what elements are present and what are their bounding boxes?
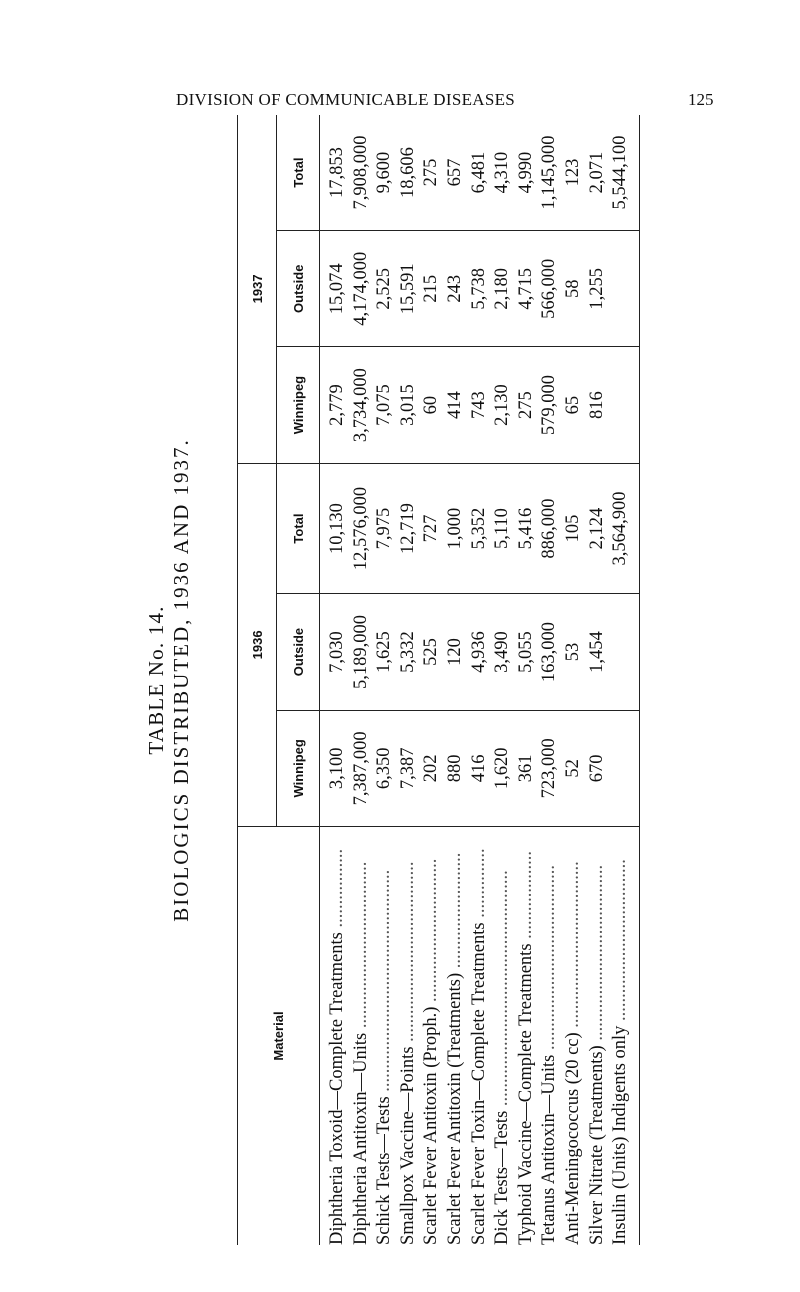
col-header-total-1936: Total xyxy=(277,463,320,594)
leader-dots: ................................................ xyxy=(374,869,395,1097)
material-cell xyxy=(538,827,562,1246)
value-cell-winnipeg-1937: 816 xyxy=(586,347,610,463)
leader-dots: ......................... xyxy=(444,852,465,973)
value-cell-outside-1936: 1,625 xyxy=(373,594,397,710)
value-cell-winnipeg-1936: 52 xyxy=(562,710,586,826)
material-cell xyxy=(350,827,374,1246)
material-cell xyxy=(444,827,468,1246)
value-cell-outside-1937: 566,000 xyxy=(538,231,562,347)
value-cell-winnipeg-1936: 361 xyxy=(515,710,539,826)
value-cell-total-1936: 105 xyxy=(562,463,586,594)
value-cell-total-1936: 2,124 xyxy=(586,463,610,594)
value-cell-winnipeg-1937: 275 xyxy=(515,347,539,463)
value-cell-outside-1936: 4,936 xyxy=(468,594,492,710)
material-label: Schick Tests—Tests xyxy=(374,1096,395,1245)
value-cell-winnipeg-1936: 6,350 xyxy=(373,710,397,826)
value-cell-total-1937: 9,600 xyxy=(373,115,397,231)
value-cell-outside-1937: 243 xyxy=(444,231,468,347)
year-header-row xyxy=(238,115,277,1245)
value-cell-outside-1936: 163,000 xyxy=(538,594,562,710)
material-label: Scarlet Fever Antitoxin (Treatments) xyxy=(444,972,465,1245)
material-cell xyxy=(491,827,515,1246)
value-cell-outside-1936: 3,490 xyxy=(491,594,515,710)
value-cell-total-1937: 4,310 xyxy=(491,115,515,231)
value-cell-outside-1936: 1,454 xyxy=(586,594,610,710)
value-cell-outside-1936: 5,189,000 xyxy=(350,594,374,710)
rule-cell xyxy=(633,347,640,463)
value-cell-outside-1936: 7,030 xyxy=(320,594,350,710)
table-row xyxy=(468,115,492,1245)
material-label: Anti-Meningococcus (20 cc) xyxy=(562,1032,583,1245)
col-header-winnipeg-1937: Winnipeg xyxy=(277,347,320,463)
table-row xyxy=(320,115,350,1245)
value-cell-outside-1937: 4,174,000 xyxy=(350,231,374,347)
material-header: Material xyxy=(238,827,320,1246)
material-label: Scarlet Fever Antitoxin (Proph.) xyxy=(421,1006,442,1245)
table-row xyxy=(491,115,515,1245)
leader-dots: ............... xyxy=(468,848,489,923)
value-cell-outside-1936: 5,055 xyxy=(515,594,539,710)
rule-cell xyxy=(633,710,640,826)
value-cell-total-1937: 4,990 xyxy=(515,115,539,231)
table-row xyxy=(397,115,421,1245)
table-title: BIOLOGICS DISTRIBUTED, 1936 AND 1937. xyxy=(169,438,193,922)
value-cell-winnipeg-1936: 202 xyxy=(420,710,444,826)
running-title: DIVISION OF COMMUNICABLE DISEASES xyxy=(176,90,516,109)
year-1937-header: 1937 xyxy=(238,115,277,463)
value-cell-outside-1937: 2,525 xyxy=(373,231,397,347)
material-label: Smallpox Vaccine—Points xyxy=(397,1046,418,1245)
value-cell-outside-1937: 4,715 xyxy=(515,231,539,347)
value-cell-total-1936: 727 xyxy=(420,463,444,594)
value-cell-winnipeg-1937: 3,015 xyxy=(397,347,421,463)
table-bottom-rule xyxy=(633,115,640,1245)
page-number: 125 xyxy=(688,90,714,109)
material-cell xyxy=(515,827,539,1246)
value-cell-total-1937: 6,481 xyxy=(468,115,492,231)
table-row xyxy=(538,115,562,1245)
value-cell-total-1937: 18,606 xyxy=(397,115,421,231)
value-cell-outside-1936: 5,332 xyxy=(397,594,421,710)
leader-dots: ................................... xyxy=(610,859,631,1026)
value-cell-total-1936: 1,000 xyxy=(444,463,468,594)
material-label: Silver Nitrate (Treatments) xyxy=(586,1045,607,1245)
value-cell-outside-1937: 15,074 xyxy=(320,231,350,347)
material-label: Tetanus Antitoxin—Units xyxy=(539,1054,560,1245)
leader-dots: ...................................... xyxy=(586,864,607,1046)
value-cell-winnipeg-1936: 3,100 xyxy=(320,710,350,826)
value-cell-outside-1937 xyxy=(609,231,633,347)
leader-dots: ................................................... xyxy=(492,870,513,1111)
value-cell-outside-1937: 1,255 xyxy=(586,231,610,347)
value-cell-winnipeg-1936: 880 xyxy=(444,710,468,826)
value-cell-winnipeg-1936: 7,387 xyxy=(397,710,421,826)
leader-dots: .................................... xyxy=(350,861,371,1033)
value-cell-winnipeg-1937: 65 xyxy=(562,347,586,463)
value-cell-total-1936: 5,416 xyxy=(515,463,539,594)
value-cell-outside-1937: 15,591 xyxy=(397,231,421,347)
leader-dots: ................... xyxy=(515,850,536,944)
value-cell-winnipeg-1937: 2,779 xyxy=(320,347,350,463)
rule-cell xyxy=(633,594,640,710)
biologics-table xyxy=(237,115,640,1245)
table-row xyxy=(562,115,586,1245)
value-cell-total-1936: 5,352 xyxy=(468,463,492,594)
material-label: Diphtheria Antitoxin—Units xyxy=(350,1032,371,1245)
col-header-total-1937: Total xyxy=(277,115,320,231)
leader-dots: ........................................ xyxy=(539,864,560,1055)
value-cell-outside-1936: 525 xyxy=(420,594,444,710)
value-cell-total-1937: 657 xyxy=(444,115,468,231)
value-cell-total-1937: 7,908,000 xyxy=(350,115,374,231)
col-header-outside-1936: Outside xyxy=(277,594,320,710)
rule-cell xyxy=(633,463,640,594)
value-cell-total-1936: 10,130 xyxy=(320,463,350,594)
table-number: TABLE No. 14. xyxy=(144,605,168,755)
value-cell-winnipeg-1937: 743 xyxy=(468,347,492,463)
value-cell-winnipeg-1937: 60 xyxy=(420,347,444,463)
leader-dots: ....................................... xyxy=(397,861,418,1047)
material-cell xyxy=(468,827,492,1246)
value-cell-winnipeg-1936: 7,387,000 xyxy=(350,710,374,826)
leader-dots: .................................... xyxy=(562,861,583,1033)
value-cell-total-1937: 123 xyxy=(562,115,586,231)
table-row xyxy=(609,115,633,1245)
value-cell-winnipeg-1937 xyxy=(609,347,633,463)
table-caption xyxy=(144,115,194,1245)
value-cell-winnipeg-1936: 416 xyxy=(468,710,492,826)
material-cell xyxy=(397,827,421,1246)
material-cell xyxy=(320,827,350,1246)
value-cell-outside-1936: 120 xyxy=(444,594,468,710)
table-row xyxy=(373,115,397,1245)
value-cell-winnipeg-1937: 7,075 xyxy=(373,347,397,463)
value-cell-winnipeg-1936: 723,000 xyxy=(538,710,562,826)
material-cell xyxy=(609,827,633,1246)
value-cell-winnipeg-1936: 670 xyxy=(586,710,610,826)
leader-dots: ............................... xyxy=(421,858,442,1007)
leader-dots: ................. xyxy=(327,848,347,933)
value-cell-outside-1936: 53 xyxy=(562,594,586,710)
value-cell-total-1937: 17,853 xyxy=(320,115,350,231)
material-cell xyxy=(420,827,444,1246)
value-cell-winnipeg-1937: 579,000 xyxy=(538,347,562,463)
value-cell-winnipeg-1937: 414 xyxy=(444,347,468,463)
material-cell xyxy=(562,827,586,1246)
col-header-outside-1937: Outside xyxy=(277,231,320,347)
material-cell xyxy=(586,827,610,1246)
value-cell-winnipeg-1936: 1,620 xyxy=(491,710,515,826)
value-cell-total-1936: 886,000 xyxy=(538,463,562,594)
value-cell-total-1936: 12,576,000 xyxy=(350,463,374,594)
value-cell-total-1936: 5,110 xyxy=(491,463,515,594)
value-cell-outside-1937: 215 xyxy=(420,231,444,347)
value-cell-total-1937: 1,145,000 xyxy=(538,115,562,231)
rotated-table-block xyxy=(145,115,785,1245)
material-cell xyxy=(373,827,397,1246)
table-row xyxy=(586,115,610,1245)
table-row xyxy=(420,115,444,1245)
rule-cell xyxy=(633,827,640,1246)
material-label: Scarlet Fever Toxin—Complete Treatments xyxy=(468,922,489,1245)
year-1936-header: 1936 xyxy=(238,463,277,826)
value-cell-total-1936: 7,975 xyxy=(373,463,397,594)
table-body xyxy=(320,115,640,1245)
value-cell-outside-1937: 58 xyxy=(562,231,586,347)
value-cell-outside-1936 xyxy=(609,594,633,710)
value-cell-total-1937: 5,544,100 xyxy=(609,115,633,231)
value-cell-total-1936: 12,719 xyxy=(397,463,421,594)
material-label: Diphtheria Toxoid—Complete Treatments xyxy=(327,932,347,1245)
material-label: Insulin (Units) Indigents only xyxy=(610,1025,631,1245)
col-header-winnipeg-1936: Winnipeg xyxy=(277,710,320,826)
table-row xyxy=(515,115,539,1245)
value-cell-outside-1937: 5,738 xyxy=(468,231,492,347)
value-cell-winnipeg-1937: 2,130 xyxy=(491,347,515,463)
value-cell-total-1936: 3,564,900 xyxy=(609,463,633,594)
material-label: Dick Tests—Tests xyxy=(492,1110,513,1245)
value-cell-total-1937: 275 xyxy=(420,115,444,231)
value-cell-winnipeg-1937: 3,734,000 xyxy=(350,347,374,463)
table-row xyxy=(444,115,468,1245)
value-cell-total-1937: 2,071 xyxy=(586,115,610,231)
rule-cell xyxy=(633,115,640,231)
table-row xyxy=(350,115,374,1245)
value-cell-outside-1937: 2,180 xyxy=(491,231,515,347)
material-label: Typhoid Vaccine—Complete Treatments xyxy=(515,943,536,1245)
value-cell-winnipeg-1936 xyxy=(609,710,633,826)
rule-cell xyxy=(633,231,640,347)
